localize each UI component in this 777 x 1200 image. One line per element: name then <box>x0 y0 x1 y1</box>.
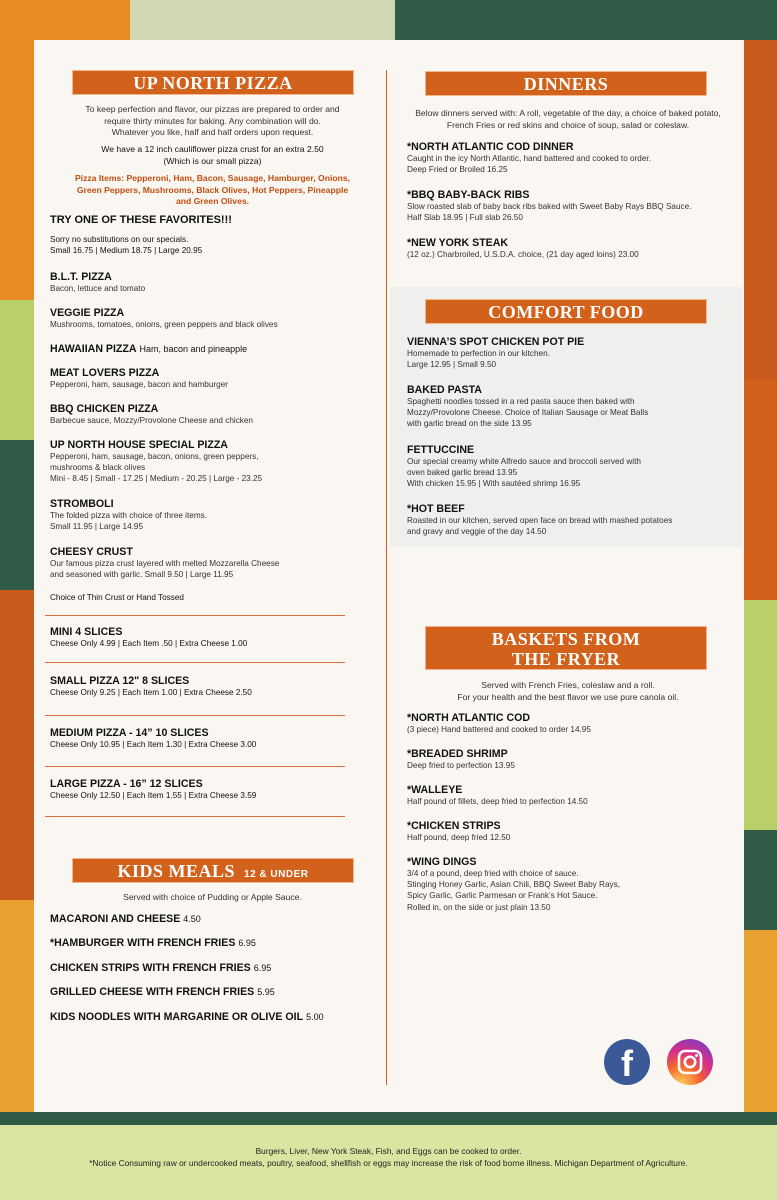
item-name: *NEW YORK STEAK <box>407 237 509 249</box>
menu-item-hawaiian-pizza <box>50 343 370 355</box>
item-price: 6.95 <box>238 938 256 948</box>
basket-item <box>407 784 737 807</box>
dinner-item <box>407 189 737 223</box>
kids-item <box>50 937 380 949</box>
item-name: VEGGIE PIZZA <box>50 307 125 319</box>
favorites-note: Sorry no substitutions on our specials. Small 16.75 | Medium 18.75 | Large 20.95 <box>50 235 203 256</box>
divider <box>45 816 345 817</box>
footer-line: Burgers, Liver, New York Steak, Fish, and Eggs can be cooked to order. <box>255 1146 522 1156</box>
cauliflower-note <box>50 144 375 167</box>
item-desc: Deep fried to perfection 13.95 <box>407 761 515 770</box>
item-name: *WING DINGS <box>407 856 477 868</box>
column-divider <box>386 70 387 1085</box>
item-name: FETTUCCINE <box>407 444 475 456</box>
baskets-note-line: For your health and the best flavor we use pure canola oil. <box>457 691 679 702</box>
menu-item-house-special-pizza <box>50 439 370 485</box>
item-name: *NORTH ATLANTIC COD DINNER <box>407 141 574 153</box>
favorites-title: TRY ONE OF THESE FAVORITES!!! <box>50 214 232 226</box>
menu-item-meat-lovers-pizza <box>50 367 370 390</box>
item-name: *NORTH ATLANTIC COD <box>407 712 530 724</box>
item-desc-inline: Ham, bacon and pineapple <box>139 344 248 354</box>
dinners-note-line: Below dinners served with: A roll, vegetable of the day, a choice of baked potato, <box>415 108 721 118</box>
size-name: SMALL PIZZA 12" 8 SLICES <box>50 675 190 687</box>
dinners-note <box>398 108 738 131</box>
instagram-glyph <box>667 1039 713 1085</box>
size-prices: Cheese Only 10.95 | Each Item 1.30 | Extra Cheese 3.00 <box>50 740 257 749</box>
baskets-heading-line: BASKETS FROM <box>491 629 641 649</box>
item-desc: Mushrooms, tomatoes, onions, green peppers and black olives <box>50 320 278 329</box>
pizza-items-line: and Green Olives. <box>175 196 250 206</box>
item-name: *HOT BEEF <box>407 503 465 515</box>
comfort-item <box>407 444 737 490</box>
item-name: CHEESY CRUST <box>50 546 133 558</box>
pizza-intro-line: require thirty minutes for baking. Any combination will do. <box>104 115 321 126</box>
pizza-items-line: Green Peppers, Mushrooms, Black Olives, Hot Peppers, Pineapple <box>76 184 349 195</box>
item-desc: Slow roasted slab of baby back ribs baked with Sweet Baby Rays BBQ Sauce. Half Slab 18.95 | Full slab 26.50 <box>407 202 692 223</box>
item-desc: 3/4 of a pound, deep fried with choice of sauce. Stinging Honey Garlic, Asian Chili, BBQ Sweet Baby Rays, Spicy Garlic, Garlic Parmesan or Frank’s Hot Sauce. Rolled in, on the side or just plain 13.50 <box>407 869 620 912</box>
item-name: *BREADED SHRIMP <box>407 748 508 760</box>
divider <box>45 662 345 663</box>
menu-item-blt-pizza <box>50 271 370 294</box>
section-heading-baskets <box>425 626 707 670</box>
item-desc: Homemade to perfection in our kitchen. Large 12.95 | Small 9.50 <box>407 349 550 370</box>
size-prices: Cheese Only 12.50 | Each Item 1.55 | Extra Cheese 3.59 <box>50 791 257 800</box>
item-name: HAWAIIAN PIZZA <box>50 343 137 355</box>
item-desc: Roasted in our kitchen, served open face on bread with mashed potatoes and gravy and veggie of the day 14.50 <box>407 516 673 537</box>
item-desc: (3 piece) Hand battered and cooked to order 14.95 <box>407 725 591 734</box>
facebook-icon[interactable]: f <box>604 1039 650 1085</box>
item-price: 4.50 <box>183 914 201 924</box>
item-name: BAKED PASTA <box>407 384 482 396</box>
item-desc: Bacon, lettuce and tomato <box>50 284 146 293</box>
item-name: KIDS NOODLES WITH MARGARINE OR OLIVE OIL <box>50 1011 304 1023</box>
section-heading-kids-meals <box>72 858 354 883</box>
baskets-note-line: Served with French Fries, coleslaw and a roll. <box>481 680 655 690</box>
basket-item <box>407 712 737 735</box>
item-price: 6.95 <box>253 963 272 973</box>
size-prices: Cheese Only 4.99 | Each Item .50 | Extra Cheese 1.00 <box>50 639 248 648</box>
section-heading-up-north-pizza: UP NORTH PIZZA <box>72 70 354 95</box>
menu-item-stromboli <box>50 498 370 532</box>
dinner-item <box>407 237 737 260</box>
item-desc: Caught in the icy North Atlantic, hand battered and cooked to order. Deep Fried or Broiled 16.25 <box>407 154 651 175</box>
pizza-items-list <box>50 173 375 208</box>
item-desc: Spaghetti noodles tossed in a red pasta sauce then baked with Mozzy/Provolone Cheese. Choice of Italian Sausage or Meat Balls with garlic bread on the side 13.95 <box>407 397 649 429</box>
basket-item <box>407 748 737 771</box>
kids-heading-text: KIDS MEALS <box>117 861 236 881</box>
kids-note: Served with choice of Pudding or Apple Sauce. <box>123 892 302 902</box>
item-name: *BBQ BABY-BACK RIBS <box>407 189 530 201</box>
item-desc: Barbecue sauce, Mozzy/Provolone Cheese and chicken <box>50 416 253 425</box>
pizza-intro-line: To keep perfection and flavor, our pizzas are prepared to order and <box>85 104 340 114</box>
divider <box>45 766 345 767</box>
favorites-block <box>50 214 370 256</box>
size-medium <box>50 727 370 750</box>
kids-item <box>50 962 380 974</box>
cauliflower-line: (Which is our small pizza) <box>163 155 262 166</box>
instagram-icon[interactable] <box>667 1039 713 1085</box>
menu-item-cheesy-crust <box>50 546 370 580</box>
footer-line: *Notice Consuming raw or undercooked meats, poultry, seafood, shellfish or eggs may increase the risk of food borne illness. Michigan Department of Agriculture. <box>89 1158 688 1168</box>
footer-notice <box>0 1125 777 1200</box>
item-name: BBQ CHICKEN PIZZA <box>50 403 159 415</box>
pizza-intro-line: Whatever you like, half and half orders upon request. <box>111 127 314 137</box>
item-name: STROMBOLI <box>50 498 114 510</box>
size-name: MEDIUM PIZZA - 14” 10 SLICES <box>50 727 209 739</box>
item-desc: Half pound of fillets, deep fried to perfection 14.50 <box>407 797 588 806</box>
comfort-item <box>407 503 737 537</box>
section-heading-dinners: DINNERS <box>425 71 707 96</box>
item-price: 5.00 <box>306 1012 324 1022</box>
item-name: GRILLED CHEESE WITH FRENCH FRIES <box>50 986 255 998</box>
dinners-note-line: French Fries or red skins and choice of soup, salad or coleslaw. <box>446 119 690 130</box>
item-name: *HAMBURGER WITH FRENCH FRIES <box>50 937 236 949</box>
item-name: *CHICKEN STRIPS <box>407 820 501 832</box>
size-small <box>50 675 370 698</box>
item-name: CHICKEN STRIPS WITH FRENCH FRIES <box>50 962 251 974</box>
divider <box>45 715 345 716</box>
menu-item-veggie-pizza <box>50 307 370 330</box>
item-name: MEAT LOVERS PIZZA <box>50 367 160 379</box>
item-desc: Half pound, deep fried 12.50 <box>407 833 511 842</box>
comfort-item <box>407 384 737 430</box>
cauliflower-line: We have a 12 inch cauliflower pizza crust for an extra 2.50 <box>101 144 324 154</box>
item-desc: Pepperoni, ham, sausage, bacon and hamburger <box>50 380 228 389</box>
item-name: VIENNA’S SPOT CHICKEN POT PIE <box>407 336 585 348</box>
item-desc: (12 oz.) Charbroiled, U.S.D.A. choice, (21 day aged loins) 23.00 <box>407 250 639 259</box>
basket-item <box>407 856 737 913</box>
item-name: *WALLEYE <box>407 784 463 796</box>
size-prices: Cheese Only 9.25 | Each Item 1.00 | Extra Cheese 2.50 <box>50 688 252 697</box>
item-name: UP NORTH HOUSE SPECIAL PIZZA <box>50 439 228 451</box>
basket-item <box>407 820 737 843</box>
baskets-heading-line: THE FRYER <box>511 649 621 669</box>
menu-item-bbq-chicken-pizza <box>50 403 370 426</box>
item-desc: Our famous pizza crust layered with melted Mozzarella Cheese and seasoned with garlic. Small 9.50 | Large 11.95 <box>50 559 280 580</box>
kids-item <box>50 986 380 998</box>
item-desc: The folded pizza with choice of three items. Small 11.95 | Large 14.95 <box>50 511 208 532</box>
size-large <box>50 778 370 801</box>
divider <box>45 615 345 616</box>
size-name: MINI 4 SLICES <box>50 626 123 638</box>
pizza-items-line: Pizza Items: Pepperoni, Ham, Bacon, Sausage, Hamburger, Onions, <box>74 173 351 183</box>
dinner-item <box>407 141 737 175</box>
size-name: LARGE PIZZA - 16” 12 SLICES <box>50 778 203 790</box>
kids-item <box>50 1011 380 1023</box>
baskets-note <box>398 680 738 703</box>
item-desc: Pepperoni, ham, sausage, bacon, onions, green peppers, mushrooms & black olives Mini - 8.45 | Small - 17.25 | Medium - 20.25 | Large - 23.25 <box>50 452 263 484</box>
comfort-item <box>407 336 737 370</box>
crust-choice <box>50 592 370 603</box>
item-name: B.L.T. PIZZA <box>50 271 112 283</box>
size-mini <box>50 626 370 649</box>
item-name: MACARONI AND CHEESE <box>50 913 181 925</box>
item-price: 5.95 <box>257 987 275 997</box>
section-heading-comfort-food: COMFORT FOOD <box>425 299 707 324</box>
crust-choice-text: Choice of Thin Crust or Hand Tossed <box>50 593 184 602</box>
kids-heading-age: 12 & UNDER <box>244 869 309 880</box>
item-desc: Our special creamy white Alfredo sauce and broccoli served with oven baked garlic bread 13.95 With chicken 15.95 | With sautéed shrimp 16.95 <box>407 457 641 489</box>
kids-item <box>50 913 380 925</box>
pizza-intro <box>50 104 375 139</box>
